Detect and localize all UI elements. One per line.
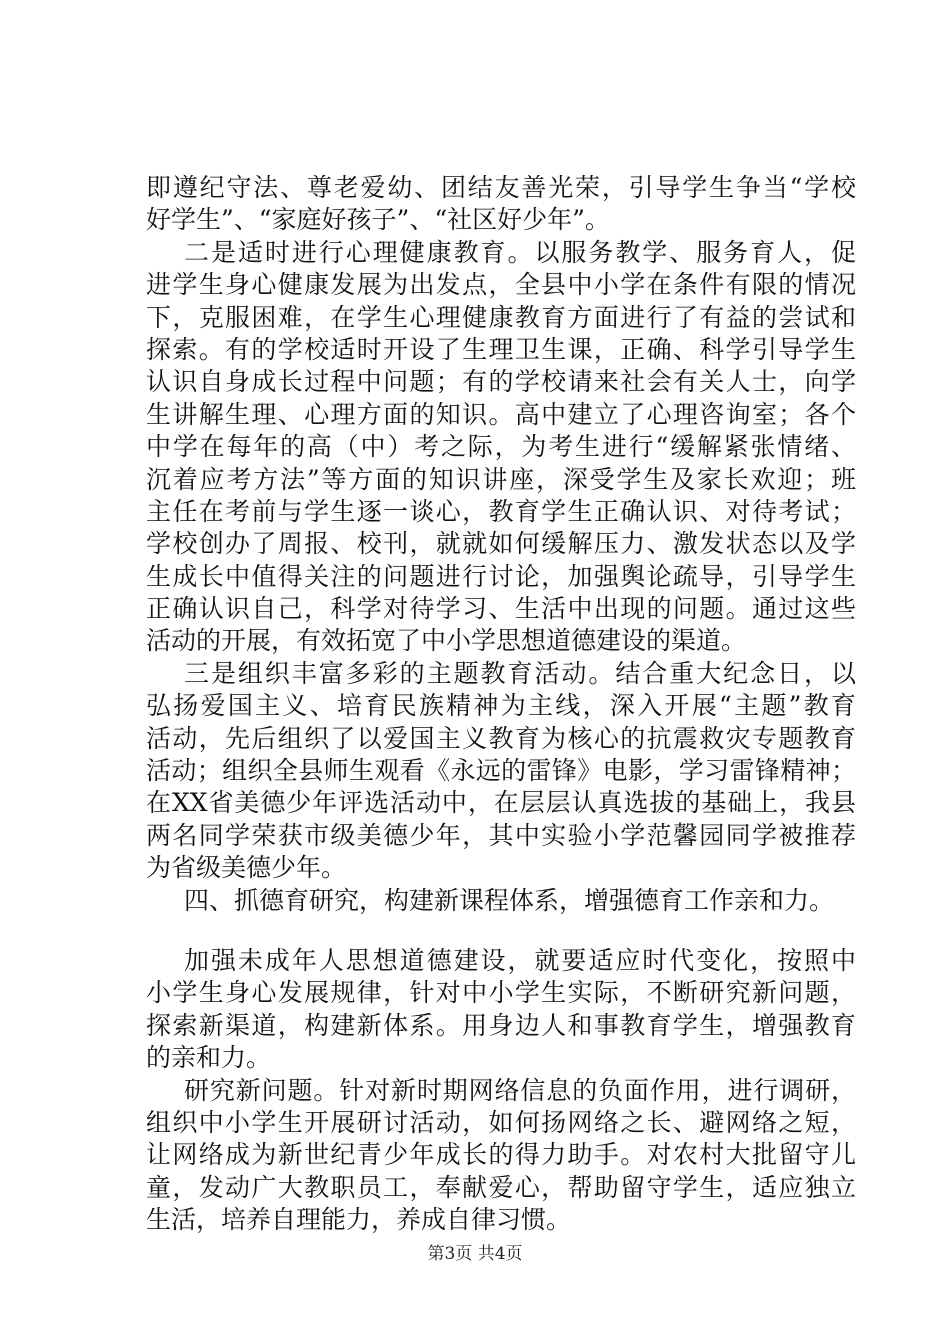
text-line: 两名同学荣获市级美德少年，其中实验小学范馨园同学被推荐 (146, 820, 856, 850)
text-line: 组织中小学生开展研讨活动，如何扬网络之长、避网络之短， (146, 1107, 856, 1137)
text-line: 中学在每年的高（中）考之际，为考生进行“缓解紧张情绪、 (146, 432, 856, 462)
text-line: 探索。有的学校适时开设了生理卫生课，正确、科学引导学生 (146, 334, 856, 364)
text-line: 弘扬爱国主义、培育民族精神为主线，深入开展“主题”教育 (146, 691, 856, 721)
paragraph (146, 1075, 856, 1237)
text-line: 探索新渠道，构建新体系。用身边人和事教育学生，增强教育 (146, 1010, 856, 1040)
text-line: 童，发动广大教职员工，奉献爱心，帮助留守学生，适应独立 (146, 1172, 856, 1202)
text-line: 正确认识自己，科学对待学习、生活中出现的问题。通过这些 (146, 594, 856, 624)
text-line: 四、抓德育研究，构建新课程体系，增强德育工作亲和力。 (184, 885, 835, 915)
text-line: 让网络成为新世纪青少年成长的得力助手。对农村大批留守儿 (146, 1140, 856, 1170)
text-line: 研究新问题。针对新时期网络信息的负面作用，进行调研， (184, 1075, 856, 1105)
text-line: 三是组织丰富多彩的主题教育活动。结合重大纪念日，以 (184, 658, 856, 688)
text-line: 下，克服困难，在学生心理健康教育方面进行了有益的尝试和 (146, 302, 856, 332)
text-line: 即遵纪守法、尊老爱幼、团结友善光荣，引导学生争当“学校 (146, 173, 856, 202)
text-line: 二是适时进行心理健康教育。以服务教学、服务育人，促 (184, 237, 856, 267)
paragraph (146, 945, 856, 1075)
paragraph (146, 172, 856, 237)
paragraph (146, 237, 856, 658)
text-line: 沉着应考方法”等方面的知识讲座，深受学生及家长欢迎；班 (146, 464, 856, 494)
text-line: 的亲和力。 (146, 1043, 272, 1073)
text-line: 为省级美德少年。 (146, 853, 347, 883)
text-line: 活动，先后组织了以爱国主义教育为核心的抗震救灾专题教育 (146, 723, 856, 753)
text-line: 进学生身心健康发展为出发点，全县中小学在条件有限的情况 (146, 270, 856, 300)
text-line: 小学生身心发展规律，针对中小学生实际，不断研究新问题， (146, 978, 856, 1008)
text-line: 在XX省美德少年评选活动中，在层层认真选拔的基础上，我县 (146, 788, 856, 818)
paragraph (146, 658, 856, 885)
text-line: 生成长中值得关注的问题进行讨论，加强舆论疏导，引导学生 (146, 561, 856, 591)
text-line: 认识自身成长过程中问题；有的学校请来社会有关人士，向学 (146, 367, 856, 397)
paragraph (146, 885, 856, 917)
text-line: 生活，培养自理能力，养成自律习惯。 (146, 1205, 572, 1235)
text-line: 加强未成年人思想道德建设，就要适应时代变化，按照中 (184, 945, 856, 975)
text-line: 活动；组织全县师生观看《永远的雷锋》电影，学习雷锋精神； (146, 756, 856, 786)
document-body (146, 172, 856, 1237)
text-line: 生讲解生理、心理方面的知识。高中建立了心理咨询室；各个 (146, 399, 856, 429)
text-line: 学校创办了周报、校刊，就就如何缓解压力、激发状态以及学 (146, 529, 856, 559)
text-line: 好学生”、“家庭好孩子”、“社区好少年”。 (146, 205, 610, 235)
paragraph-gap (146, 917, 856, 945)
text-line: 主任在考前与学生逐一谈心，教育学生正确认识、对待考试； (146, 496, 856, 526)
page-footer: 第3页 共4页 (427, 1244, 523, 1264)
text-line: 活动的开展，有效拓宽了中小学思想道德建设的渠道。 (146, 626, 747, 656)
